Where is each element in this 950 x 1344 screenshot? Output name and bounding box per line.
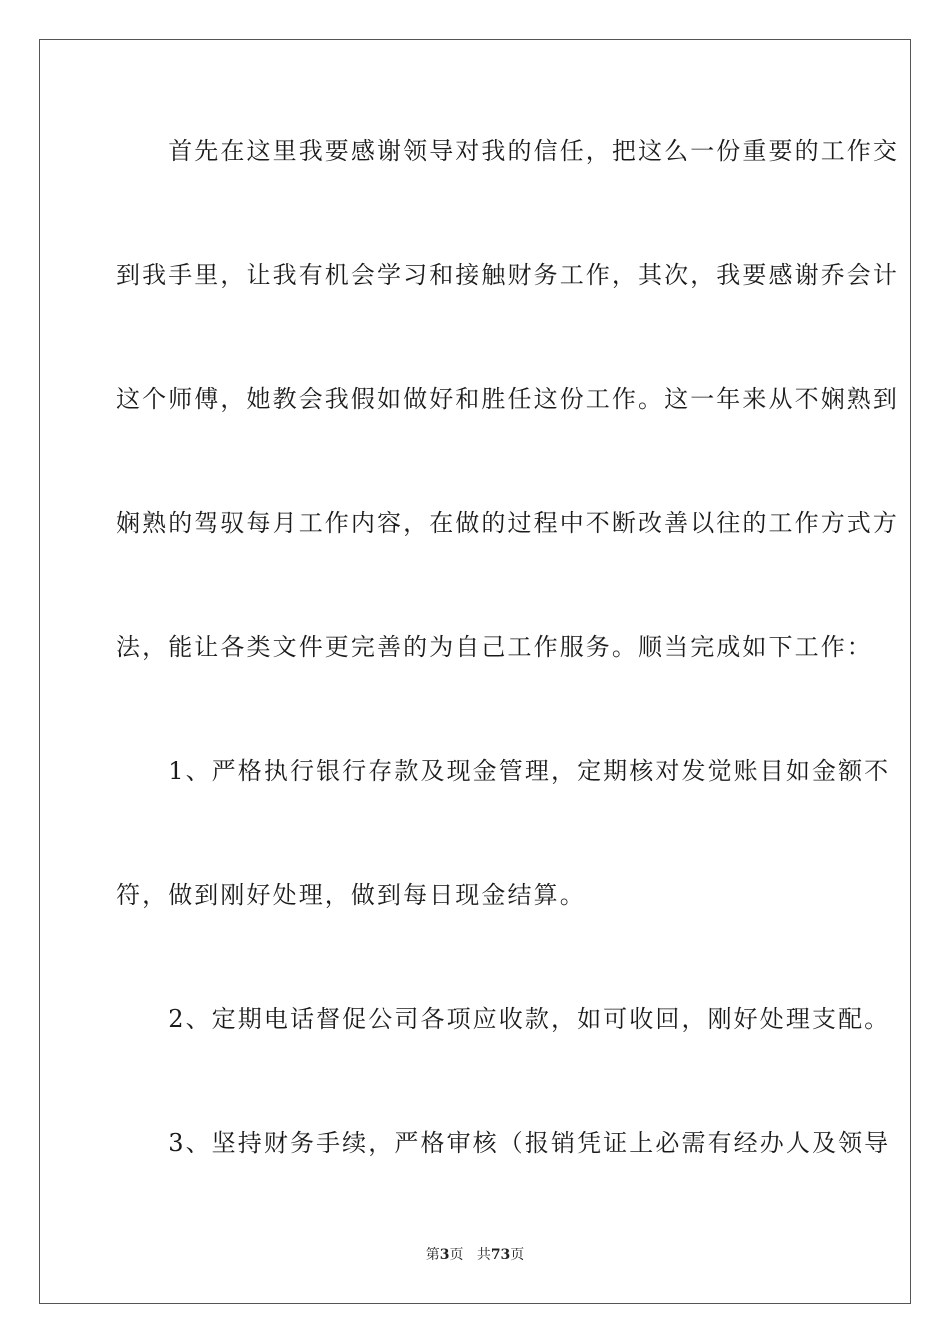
footer-total-pages: 73 — [490, 1247, 511, 1263]
footer-page-prefix: 第 — [425, 1247, 440, 1263]
body-line-7: 符，做到刚好处理，做到每日现金结算。 — [116, 881, 586, 909]
body-line-3: 这个师傅，她教会我假如做好和胜任这份工作。这一年来从不娴熟到 — [116, 385, 899, 413]
body-line-5: 法，能让各类文件更完善的为自己工作服务。顺当完成如下工作： — [116, 633, 873, 661]
footer-total-suffix: 页 — [510, 1247, 525, 1263]
body-line-8: 2、定期电话督促公司各项应收款，如可收回，刚好处理支配。 — [116, 1005, 891, 1033]
body-line-6: 1、严格执行银行存款及现金管理，定期核对发觉账目如金额不 — [116, 757, 891, 785]
footer-total-prefix: 共 — [476, 1247, 491, 1263]
footer-page-number: 3 — [439, 1247, 450, 1263]
body-line-9: 3、坚持财务手续，严格审核（报销凭证上必需有经办人及领导 — [116, 1129, 891, 1157]
footer-page-suffix: 页 — [449, 1247, 464, 1263]
body-line-4: 娴熟的驾驭每月工作内容，在做的过程中不断改善以往的工作方式方 — [116, 509, 899, 537]
page-footer — [0, 1246, 950, 1264]
body-line-2: 到我手里，让我有机会学习和接触财务工作，其次，我要感谢乔会计 — [116, 261, 899, 289]
page-border — [39, 39, 911, 1304]
body-line-1: 首先在这里我要感谢领导对我的信任，把这么一份重要的工作交 — [116, 137, 899, 165]
